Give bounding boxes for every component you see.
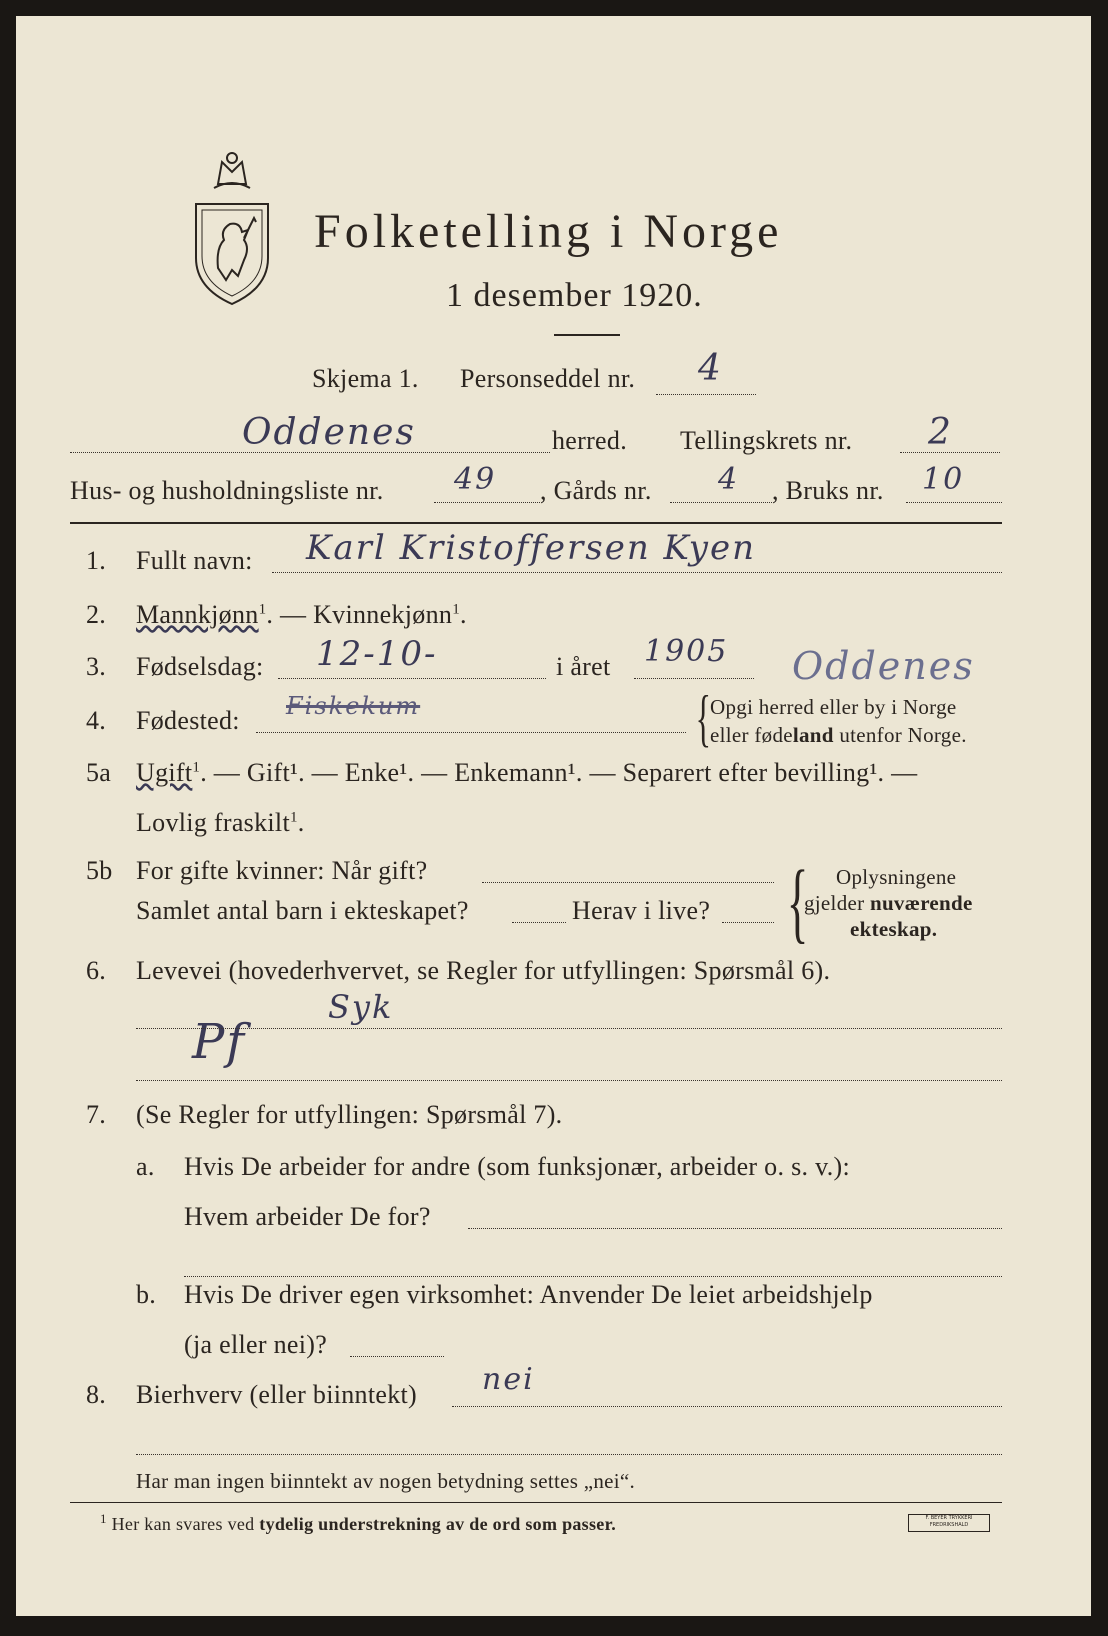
q7a-label: Hvis De arbeider for andre (som funksjonær, arbeider o. s. v.): xyxy=(184,1152,850,1181)
q3-label: Fødselsdag: xyxy=(136,652,264,681)
footnote-mark: 1 xyxy=(452,601,460,618)
q4-value[interactable]: Fiskekum xyxy=(286,692,421,720)
q3-birthplace-note[interactable]: Oddenes xyxy=(792,644,975,688)
q7a-extra-line xyxy=(184,1276,1002,1277)
q7a-employer-label: Hvem arbeider De for? xyxy=(184,1202,431,1231)
q6-mark: Pf xyxy=(192,1014,247,1070)
tellingskrets-label: Tellingskrets nr. xyxy=(680,426,853,455)
footnote-marker: 1 xyxy=(100,1511,107,1526)
q8-extra-line xyxy=(136,1454,1002,1455)
q8-number: 8. xyxy=(86,1380,107,1409)
footnote-mark: 1 xyxy=(289,809,298,826)
coat-of-arms-icon xyxy=(188,148,276,308)
q8-value[interactable]: nei xyxy=(482,1362,535,1397)
q7a-letter: a. xyxy=(136,1152,155,1181)
q5b-note-1: Oplysningene xyxy=(836,865,957,889)
q1-label: Fullt navn: xyxy=(136,546,253,575)
tellingskrets-value[interactable]: 2 xyxy=(928,412,953,453)
q5a-other-options[interactable]: . — Gift¹. — Enke¹. — Enkemann¹. — Separert efter bevilling¹. — xyxy=(200,758,918,787)
herred-label: herred. xyxy=(552,426,627,455)
q7b-label: Hvis De driver egen virksomhet: Anvender De leiet arbeidshjelp xyxy=(184,1280,873,1309)
personseddel-line xyxy=(656,394,756,395)
bruks-value[interactable]: 10 xyxy=(922,462,965,497)
hus-line xyxy=(434,502,540,503)
q4-line xyxy=(256,732,686,733)
q5a-fraskilt-option[interactable]: Lovlig fraskilt xyxy=(136,808,290,837)
q4-note-line-2: eller fødeland utenfor Norge. xyxy=(710,723,967,747)
census-date: 1 desember 1920. xyxy=(446,277,703,314)
q6-number: 6. xyxy=(86,956,107,985)
q5a-ugift-option[interactable]: Ugift xyxy=(136,758,193,787)
q3-year-label: i året xyxy=(556,652,611,681)
q5b-number: 5b xyxy=(86,856,113,885)
q5b-note-2: gjelder nuværende xyxy=(804,891,973,915)
q8-label: Bierhverv (eller biinntekt) xyxy=(136,1380,417,1409)
q4-label: Fødested: xyxy=(136,706,240,735)
q3-line xyxy=(278,678,546,679)
footnote-mark: 1 xyxy=(192,759,201,776)
q2-male-option[interactable]: Mannkjønn xyxy=(136,600,259,629)
q6-line-2 xyxy=(136,1080,1002,1081)
q1-value[interactable]: Karl Kristoffersen Kyen xyxy=(306,528,756,568)
printer-stamp: F. BEYER TRYKKERI FREDRIKSHALD xyxy=(908,1514,990,1532)
bruks-label: , Bruks nr. xyxy=(772,476,884,505)
q2-options: Mannkjønn$^1$. — Kvinnekjønn$^1$. xyxy=(136,600,467,629)
gards-label: , Gårds nr. xyxy=(540,476,652,505)
footnote-text: $^1$ Her kan svares ved tydelig understrekning av de ord som passer. xyxy=(100,1511,617,1534)
personseddel-label: Personseddel nr. xyxy=(460,364,636,393)
q2-female-option[interactable]: Kvinnekjønn xyxy=(313,600,453,629)
gards-line xyxy=(670,502,772,503)
q5b-label: For gifte kvinner: Når gift? xyxy=(136,856,428,885)
q5a-number: 5a xyxy=(86,758,112,787)
census-form xyxy=(16,16,1091,1616)
schema-label: Skjema 1. xyxy=(312,364,419,393)
q3-year-value[interactable]: 1905 xyxy=(644,634,729,669)
q7a-employer-line xyxy=(468,1228,1002,1229)
bruks-line xyxy=(906,502,1002,503)
q7b-answer-line xyxy=(350,1356,444,1357)
q2-separator: . — xyxy=(266,600,314,629)
q7-number: 7. xyxy=(86,1100,107,1129)
q8-note: Har man ingen biinntekt av nogen betydning settes „nei“. xyxy=(136,1469,636,1493)
footnote-divider xyxy=(70,1502,1002,1503)
gards-value[interactable]: 4 xyxy=(718,462,740,497)
q5b-children-label: Samlet antal barn i ekteskapet? xyxy=(136,896,469,925)
q4-brace: { xyxy=(695,682,712,753)
q5b-children-line xyxy=(512,922,566,923)
q5b-alive-label: Herav i live? xyxy=(572,896,711,925)
q1-line xyxy=(272,572,1002,573)
q2-number: 2. xyxy=(86,600,107,629)
q6-label: Levevei (hovederhvervet, se Regler for utfyllingen: Spørsmål 6). xyxy=(136,956,831,985)
q5b-brace: { xyxy=(786,853,809,952)
title-divider xyxy=(554,334,620,336)
herred-value[interactable]: Oddenes xyxy=(242,412,416,453)
q4-note-line-1: Opgi herred eller by i Norge xyxy=(710,695,957,719)
q4-number: 4. xyxy=(86,706,107,735)
q5a-options xyxy=(136,758,917,788)
personseddel-value[interactable]: 4 xyxy=(698,348,723,389)
q5b-alive-line xyxy=(722,922,774,923)
q7b-answer-label: (ja eller nei)? xyxy=(184,1330,328,1359)
q8-line xyxy=(452,1406,1002,1407)
q5b-married-line xyxy=(482,882,774,883)
q1-number: 1. xyxy=(86,546,107,575)
footnote-mark: 1 xyxy=(258,601,267,618)
q3-number: 3. xyxy=(86,652,107,681)
q6-line-1 xyxy=(136,1028,1002,1029)
q7-label: (Se Regler for utfyllingen: Spørsmål 7). xyxy=(136,1100,563,1129)
q3-year-line xyxy=(634,678,754,679)
q3-value[interactable]: 12-10- xyxy=(316,634,438,674)
q5b-note-3: ekteskap. xyxy=(850,917,938,941)
header-divider xyxy=(70,522,1002,524)
q7b-letter: b. xyxy=(136,1280,157,1309)
q6-value[interactable]: Syk xyxy=(328,988,394,1026)
hus-value[interactable]: 49 xyxy=(454,462,497,497)
form-title: Folketelling i Norge xyxy=(314,205,783,258)
hus-label: Hus- og husholdningsliste nr. xyxy=(70,476,384,505)
q5a-line-2: Lovlig fraskilt$^1$. xyxy=(136,808,305,837)
